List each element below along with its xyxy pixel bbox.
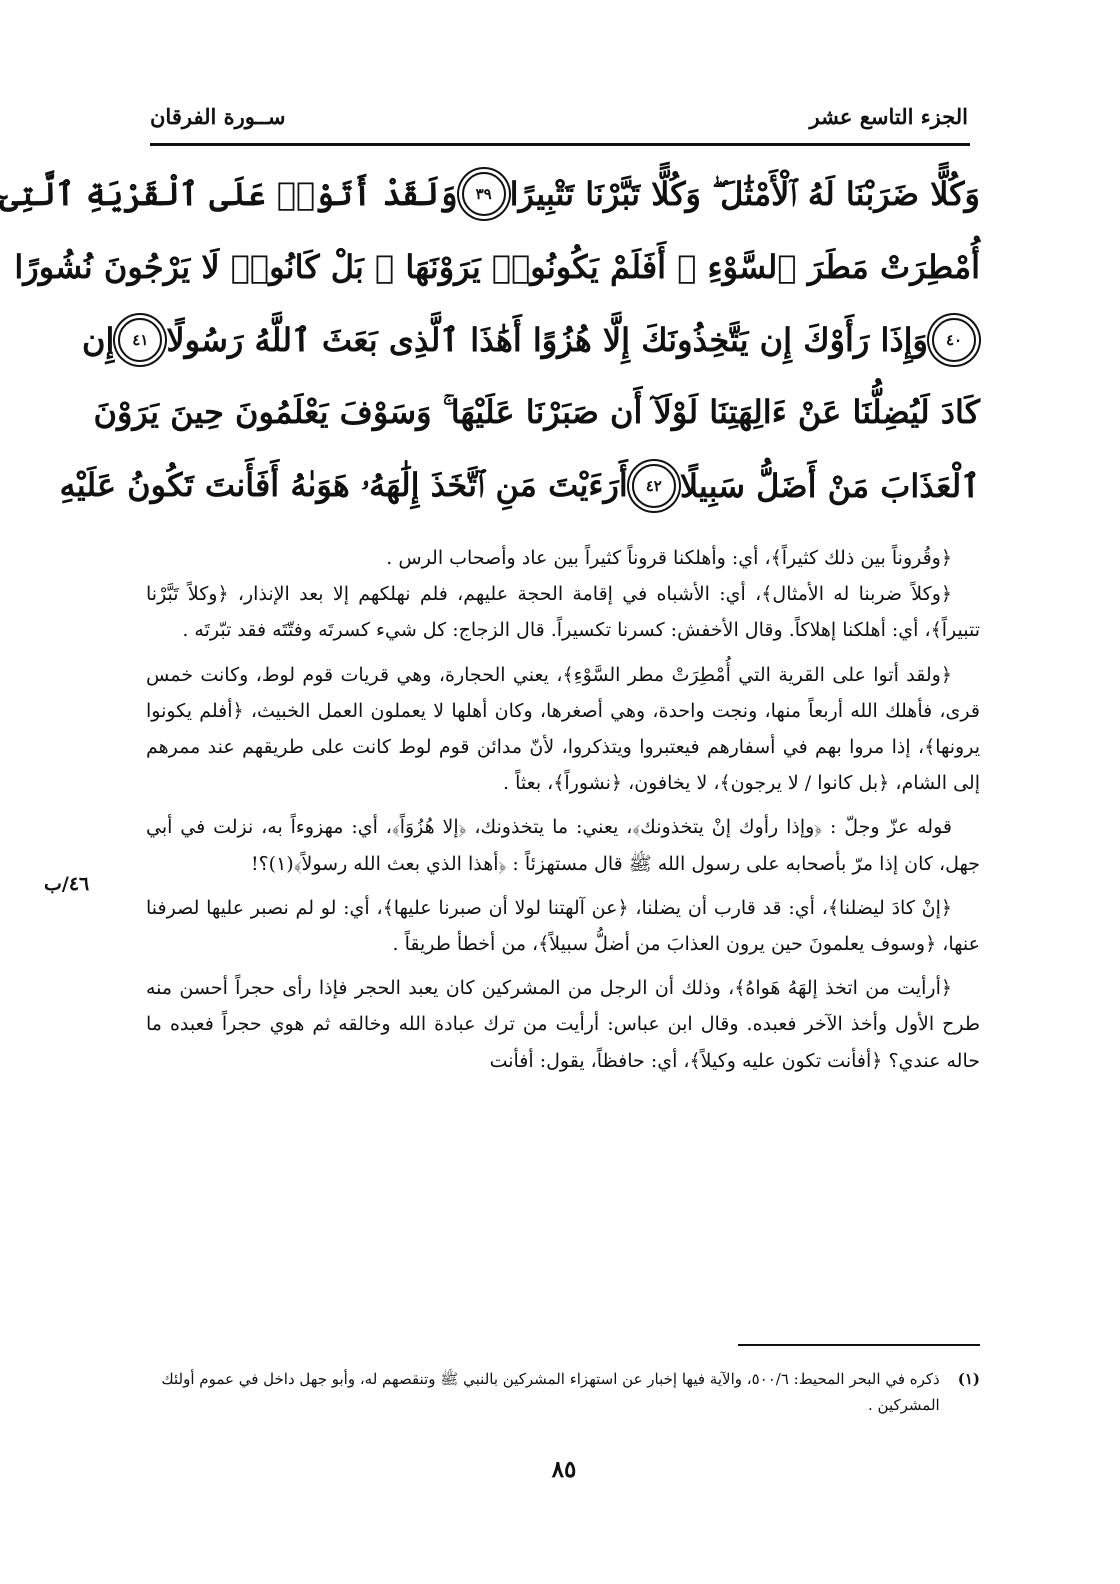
quran-segment: أُمْطِرَتْ مَطَرَ ٱلسَّوْءِ ۚ أَفَلَمْ يَكُونُوا۟ يَرَوْنَهَا ۚ بَلْ كَانُوا۟ لَا يَرْجُونَ نُشُورًا (14, 248, 980, 287)
quran-line (59, 449, 980, 522)
running-head-surah: ســورة الفرقان (150, 103, 286, 129)
aya-number-marker: ٤٠ (932, 318, 976, 362)
quran-segment: إِن (81, 320, 115, 359)
footnote-number: (١) (957, 1370, 980, 1388)
footnote (146, 1366, 980, 1418)
commentary-paragraph: ﴿ولقد أتوا على القرية التي أُمْطِرَتْ مطر السَّوْءِ﴾، يعني الحجارة، وهي قريات قوم لوط، وكانت خمس قرى، فأهلك الله أربعاً منها، ونجت واحدة، وهي أصغرها، وكان أهلها لا يعملون العمل الخبيث، ﴿أفلم يكونوا يرونها﴾، إذا مروا بهم في أسفارهم فيعتبروا ويتذكروا، لأنّ مدائن قوم لوط كانت على طريقهم عند ممرهم إلى الشام، ﴿بل كانوا / لا يرجون﴾، لا يخافون، ﴿نشوراً﴾، بعثاً . (146, 663, 980, 795)
aya-number-marker: ٣٩ (462, 172, 506, 216)
quran-segment: وَكُلًّا ضَرَبْنَا لَهُ ٱلْأَمْثَٰلَ ۖ وَكُلًّا تَبَّرْنَا تَتْبِيرًا (509, 174, 980, 213)
commentary-paragraph: ﴿أرأيت من اتخذ إلهَهُ هَواهُ﴾، وذلك أن الرجل من المشركين كان يعبد الحجر فإذا رأى حجراً أحسن منه طرح الأول وأخذ الآخر فعبده. وقال ابن عباس: أرأيت من ترك عبادة الله وخالقه ثم هوي حجراً فعبده ما حاله عندي؟ ﴿أفأنت تكون عليه وكيلاً﴾، أي: حافظاً، يقول: أفأنت (146, 977, 980, 1072)
aya-number-marker: ٤٢ (632, 464, 676, 508)
quran-segment: أَرَءَيْتَ مَنِ ٱتَّخَذَ إِلَٰهَهُۥ هَوَىٰهُ أَفَأَنتَ تَكُونُ عَلَيْهِ (59, 466, 628, 505)
quran-line (93, 376, 980, 449)
page-number: ٨٥ (551, 1456, 577, 1483)
quran-segment: وَإِذَا رَأَوْكَ إِن يَتَّخِذُونَكَ إِلَّا هُزُوًا أَهَٰذَا ٱلَّذِى بَعَثَ ٱللَّهُ رَسُولًا (166, 320, 928, 359)
running-head-juz: الجزء التاسع عشر (809, 103, 968, 129)
commentary-paragraph: ﴿وقُروناً بين ذلك كثيراً﴾، أي: وأهلكنا قروناً كثيراً بين عاد وأصحاب الرس . (386, 547, 952, 569)
footnote-text: ذكره في البحر المحيط: ٥٠٠/٦، والآية فيها إخبار عن استهزاء المشركين بالنبي ﷺ وتنقصهم له، وأبو جهل داخل في عموم أولئك المشركين . (161, 1370, 940, 1414)
header-rule (150, 143, 970, 146)
quran-segment: كَادَ لَيُضِلُّنَا عَنْ ءَالِهَتِنَا لَوْلَآ أَن صَبَرْنَا عَلَيْهَا ۚ وَسَوْفَ يَعْلَمُونَ حِينَ يَرَوْنَ (93, 393, 980, 432)
commentary-paragraph: ﴿إنْ كادَ ليضلنا﴾، أي: قد قارب أن يضلنا، ﴿عن آلهتنا لولا أن صبرنا عليها﴾، أي: لو لم نصبر عليها لصرفنا عنها، ﴿وسوف يعلمونَ حين يرون العذابَ من أضلُّ سبيلاً﴾، من أخطأ طريقاً . (146, 896, 980, 956)
manuscript-folio-note: ٤٦/ب (44, 873, 90, 895)
aya-number-marker: ٤١ (118, 318, 162, 362)
quran-line (14, 231, 980, 304)
commentary-paragraph: قوله عزّ وجلّ : ﴿وإذا رأوك إنْ يتخذونك﴾، يعني: ما يتخذونك، ﴿إلا هُزُوَاً﴾، أي: مهزوءاً به، نزلت في أبي جهل، كان إذا مرّ بأصحابه على رسول الله ﷺ قال مستهزئاً : ﴿أهذا الذي بعث الله رسولاً﴾(١)؟! (146, 816, 980, 875)
footnote-rule (738, 1344, 980, 1346)
commentary-paragraph: ﴿وكلاً ضربنا له الأمثال﴾، أي: الأشباه في إقامة الحجة عليهم، فلم نهلكهم إلا بعد الإنذار، ﴿وكلاً تَبَّرْنا تتبيراً﴾، أي: أهلكنا إهلاكاً. وقال الأخفش: كسرنا تكسيراً. قال الزجاج: كل شيء كسرتَه وفتّتَه فقد تبّرتَه . (146, 583, 980, 642)
commentary-body (146, 540, 980, 1079)
quran-text-block (0, 158, 980, 522)
quran-segment: ٱلْعَذَابَ مَنْ أَضَلُّ سَبِيلًا (679, 466, 980, 505)
quran-line (0, 158, 980, 231)
quran-line (81, 304, 980, 377)
quran-segment: وَلَقَدْ أَتَوْا۟ عَلَى ٱلْقَرْيَةِ ٱلَّتِىٓ (0, 175, 458, 214)
page-header (150, 96, 968, 136)
